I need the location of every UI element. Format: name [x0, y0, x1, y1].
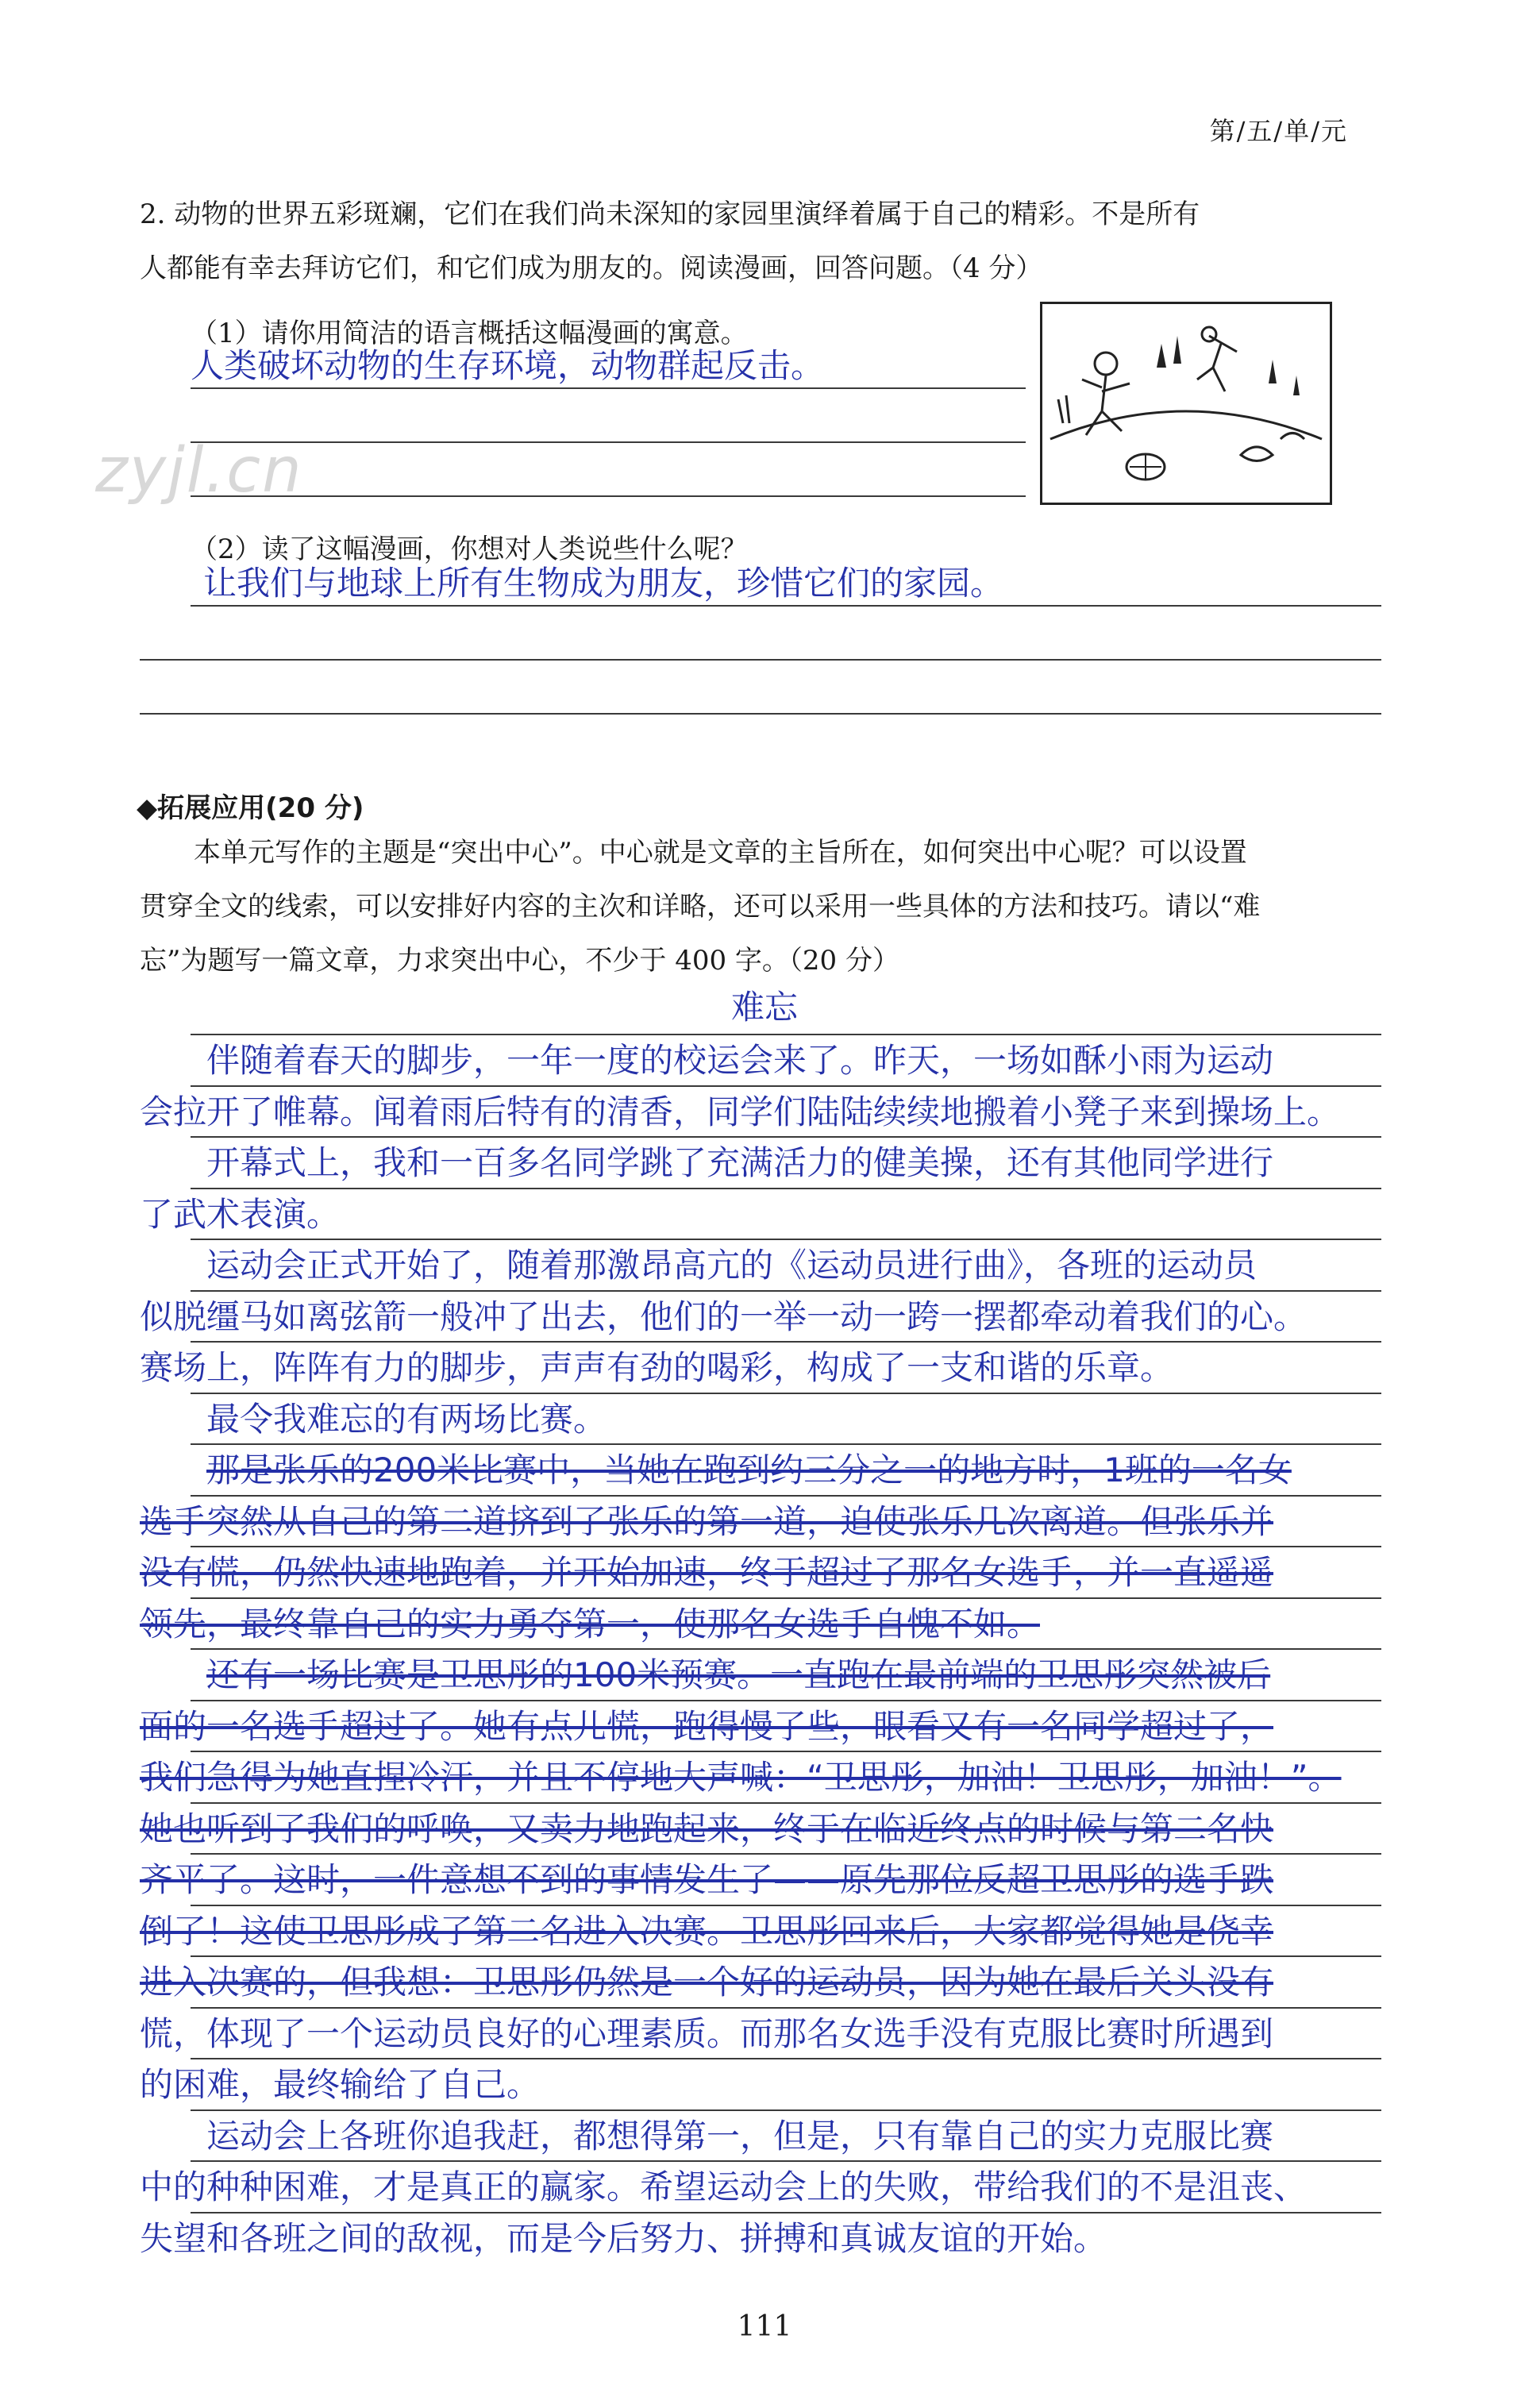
- question-2-prompt: [140, 187, 1378, 295]
- answer-rule: [140, 713, 1381, 715]
- essay-line: 领先，最终靠自己的实力勇夺第一，使那名女选手自愧不如。: [140, 1604, 1041, 1643]
- sub-question-1-answer: 人类破坏动物的生存环境，动物群起反击。: [191, 346, 825, 385]
- unit-header: 第/五/单/元: [1209, 116, 1348, 146]
- essay-line: 那是张乐的200米比赛中，当她在跑到约三分之一的地方时，1班的一名女: [206, 1451, 1292, 1489]
- answer-rule: [191, 495, 1026, 497]
- essay-line: 她也听到了我们的呼唤，又卖力地跑起来，终于在临近终点的时候与第二名快: [140, 1809, 1274, 1848]
- essay-line: 失望和各班之间的敌视，而是今后努力、拼搏和真诚友谊的开始。: [140, 2218, 1107, 2258]
- essay-line: 会拉开了帷幕。闻着雨后特有的清香，同学们陆陆续续地搬着小凳子来到操场上。: [140, 1092, 1341, 1131]
- section-title: ◆拓展应用(20 分): [137, 792, 364, 824]
- comic-image: [1040, 302, 1332, 505]
- essay-task-line-1: 本单元写作的主题是“突出中心”。中心就是文章的主旨所在，如何突出中心呢？可以设置: [194, 837, 1247, 869]
- sub-question-1: （1）请你用简洁的语言概括这幅漫画的寓意。: [191, 318, 748, 349]
- essay-line: 中的种种困难，才是真正的赢家。希望运动会上的失败，带给我们的不是沮丧、: [140, 2167, 1308, 2206]
- essay-line: 的困难，最终输给了自己。: [140, 2065, 541, 2104]
- answer-rule: [191, 605, 1381, 607]
- essay-line: 面的一名选手超过了。她有点儿慌，跑得慢了些，眼看又有一名同学超过了，: [140, 1706, 1274, 1746]
- essay-line: 赛场上，阵阵有力的脚步，声声有劲的喝彩，构成了一支和谐的乐章。: [140, 1348, 1174, 1387]
- question-2-line-2: 人都能有幸去拜访它们，和它们成为朋友的。阅读漫画，回答问题。（4 分）: [140, 252, 1043, 284]
- essay-line: 运动会正式开始了，随着那激昂高亢的《运动员进行曲》，各班的运动员: [206, 1246, 1257, 1285]
- answer-rule: [191, 441, 1026, 443]
- comic-drawing: [1042, 304, 1330, 503]
- sub-question-2: （2）读了这幅漫画，你想对人类说些什么呢？: [191, 534, 748, 565]
- essay-line: 了武术表演。: [140, 1194, 341, 1234]
- essay-line: 我们急得为她直捏冷汗，并且不停地大声喊：“卫思彤，加油！卫思彤，加油！”。: [140, 1758, 1342, 1797]
- sub-question-2-answer: 让我们与地球上所有生物成为朋友，珍惜它们的家园。: [203, 564, 1004, 603]
- essay-task-line-3: 忘”为题写一篇文章，力求突出中心，不少于 400 字。（20 分）: [140, 945, 899, 977]
- essay-line: 伴随着春天的脚步，一年一度的校运会来了。昨天，一场如酥小雨为运动: [206, 1041, 1274, 1080]
- essay-line: 慌，体现了一个运动员良好的心理素质。而那名女选手没有克服比赛时所遇到: [140, 2013, 1274, 2053]
- essay-line: 还有一场比赛是卫思彤的100米预赛。一直跑在最前端的卫思彤突然被后: [206, 1655, 1271, 1694]
- essay-line: 齐平了。这时，一件意想不到的事情发生了——原先那位反超卫思彤的选手跌: [140, 1860, 1274, 1899]
- essay-line: 进入决赛的，但我想：卫思彤仍然是一个好的运动员，因为她在最后关头没有: [140, 1963, 1274, 2002]
- essay-task-line-2: 贯穿全文的线索，可以安排好内容的主次和详略，还可以采用一些具体的方法和技巧。请以“难: [140, 891, 1261, 923]
- essay-line: 运动会上各班你追我赶，都想得第一，但是，只有靠自己的实力克服比赛: [206, 2116, 1274, 2156]
- essay-title: 难忘: [730, 988, 798, 1027]
- page-number: 111: [737, 2310, 792, 2343]
- essay-line: 没有慌，仍然快速地跑着，并开始加速，终于超过了那名女选手，并一直遥遥: [140, 1553, 1274, 1592]
- essay-line: 选手突然从自己的第二道挤到了张乐的第一道，迫使张乐几次离道。但张乐并: [140, 1501, 1274, 1541]
- answer-rule: [191, 387, 1026, 389]
- essay-line: 似脱缰马如离弦箭一般冲了出去，他们的一举一动一跨一摆都牵动着我们的心。: [140, 1296, 1308, 1336]
- essay-task: [140, 826, 1378, 988]
- watermark: zyjl.cn: [95, 435, 303, 507]
- essay-line: 倒了！这使卫思彤成了第二名进入决赛。卫思彤回来后，大家都觉得她是侥幸: [140, 1911, 1274, 1951]
- essay-line: 开幕式上，我和一百多名同学跳了充满活力的健美操，还有其他同学进行: [206, 1143, 1274, 1182]
- answer-rule: [140, 659, 1381, 661]
- essay-line: 最令我难忘的有两场比赛。: [206, 1399, 607, 1439]
- question-2-line-1: 2. 动物的世界五彩斑斓，它们在我们尚未深知的家园里演绎着属于自己的精彩。不是所有: [140, 198, 1200, 230]
